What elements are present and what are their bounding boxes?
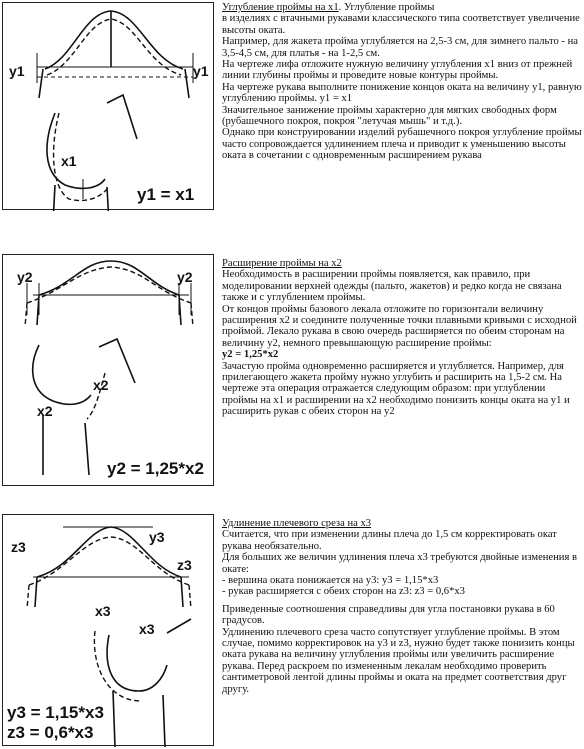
diagram-armhole-deepening — [2, 2, 214, 210]
label-y2-right: y2 — [177, 269, 193, 285]
section1-text — [222, 2, 582, 162]
label-y2-left: y2 — [17, 269, 33, 285]
section3-para: Удлинению плечевого среза часто сопутствует углубление проймы. В этом случае, помимо корректировок на y3 и z3, нужно будет также понизить концы оката рукава на величину углубления проймы или увеличить расширение рукава. Перед раскроем по измененным лекалам необходимо проверить сантиметровой лентой длины проймы и оката на предмет соответствия друг другу. — [222, 626, 575, 695]
label-y1-right: y1 — [193, 63, 209, 79]
armhole-widening-drawing — [3, 255, 215, 487]
formula-z3-x3: z3 = 0,6*x3 — [7, 723, 94, 742]
label-y1-left: y1 — [9, 63, 25, 79]
section2-para: Необходимость в расширении проймы появляется, как правило, при моделировании верхней одежды (пальто, жакетов) и редко когда не связана также и с углублением проймы. — [222, 269, 562, 304]
section1-para: в изделиях с втачными рукавами классического типа соответствует увеличение высоты оката. — [222, 13, 580, 36]
section1-para: На чертеже рукава выполните понижение концов оката на величину y1, равную углублению проймы. y1 = x1 — [222, 81, 582, 105]
formula-y1-x1: y1 = x1 — [137, 185, 195, 204]
label-x2-top: x2 — [93, 377, 109, 393]
formula-y2-x2: y2 = 1,25*x2 — [107, 459, 204, 478]
label-z3-left: z3 — [11, 539, 26, 555]
section3-text — [222, 518, 582, 695]
section3-para: Для больших же величин удлинения плеча x3 требуются двойные изменения в окате: — [222, 552, 577, 575]
section2-para: От концов проймы базового лекала отложите по горизонтали величину расширения x2 и соедините полученные точки плавными кривыми с исходной проймой. Лекало рукава в свою очередь расширяется по обеим сторонам на величину y2, немного превышающую расширение проймы: — [222, 303, 577, 349]
section3-heading: Удлинение плечевого среза на x3 — [222, 518, 372, 529]
label-x2-left: x2 — [37, 403, 53, 419]
section2-heading: Расширение проймы на x2 — [222, 258, 342, 269]
armhole-deepening-drawing — [3, 3, 215, 211]
section1-para: Значительное занижение проймы характерно для мягких свободных форм (рубашечного покроя, покроя "летучая мышь" и т.д.). — [222, 104, 557, 128]
label-y3: y3 — [149, 529, 165, 545]
label-x1: x1 — [61, 153, 77, 169]
section1-heading: Углубление проймы на x1 — [222, 2, 339, 13]
diagram-shoulder-lengthening — [2, 514, 214, 746]
label-z3-right: z3 — [177, 557, 192, 573]
section3-para: Приведенные соотношения справедливы для угла постановки рукава в 60 градусов. — [222, 603, 555, 627]
section3-para: - рукав расширяется с обеих сторон на z3: z3 = 0,6*x3 — [222, 586, 465, 598]
diagram-armhole-widening — [2, 254, 214, 486]
section1-para: На чертеже лифа отложите нужную величину углубления x1 вниз от прежней линии глубины проймы и проведите новые контуры проймы. — [222, 59, 573, 82]
formula-y3-x3: y3 = 1,15*x3 — [7, 703, 104, 722]
section1-heading-tail: . Углубление проймы — [338, 2, 435, 13]
label-x3-left: x3 — [95, 603, 111, 619]
section3-para: - вершина оката понижается на y3: y3 = 1,15*x3 — [222, 575, 439, 587]
label-x3-right: x3 — [139, 621, 155, 637]
section2-formula: y2 = 1,25*x2 — [222, 349, 279, 361]
section1-para: Однако при конструировании изделий рубашечного покроя углубление проймы часто сопровождается удлинением плеча и приводит к уменьшению высоты оката в сочетании с одновременным расширением рукава — [222, 127, 582, 162]
section2-para: Зачастую пройма одновременно расширяется и углубляется. Например, для прилегающего жакета пройму нужно углубить и расширить на 1,5-2 см. На чертеже эта операция отражается следующим образом: при углублении проймы на x1 и расширении на x2 необходимо понизить концы оката на y1 и расширить рукав с обеих сторон на y2 — [222, 360, 570, 418]
section1-para: Например, для жакета пройма углубляется на 2,5-3 см, для зимнего пальто - на 3,5-4,5 см, для платья - на 1-2,5 см. — [222, 36, 578, 59]
section3-para: Считается, что при изменении длины плеча до 1,5 см корректировать окат рукава необязательно. — [222, 529, 557, 552]
section2-text — [222, 258, 582, 418]
